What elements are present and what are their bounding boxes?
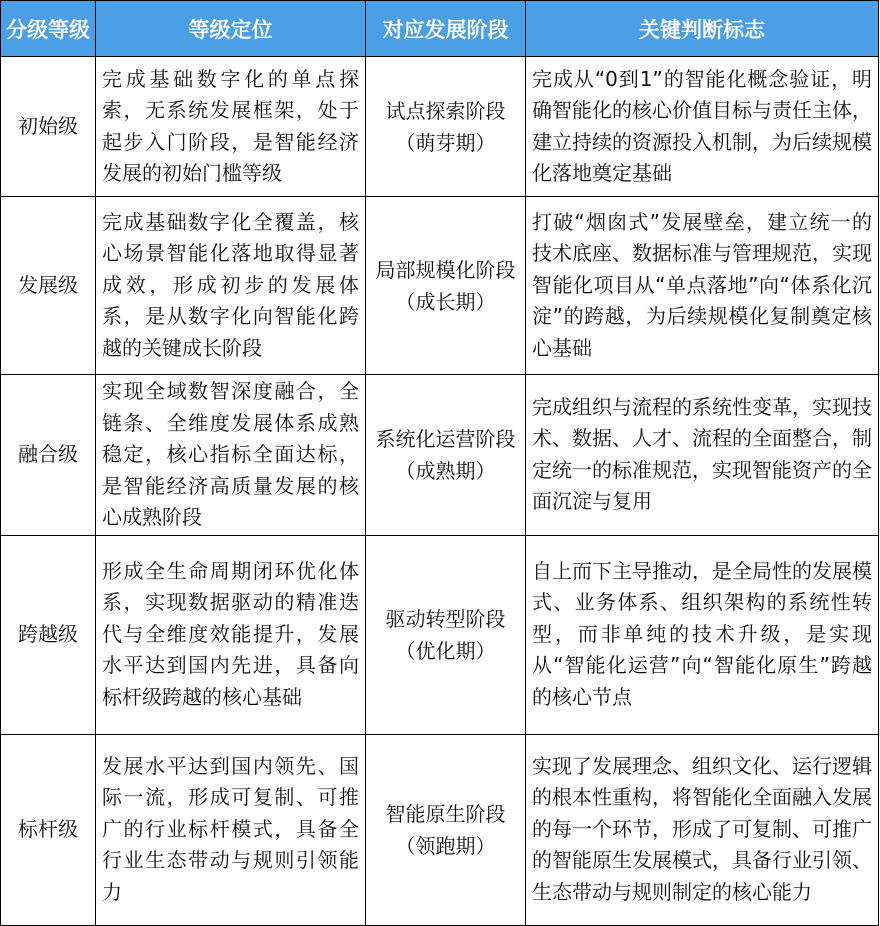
indicator-cell: 自上而下主导推动，是全局性的发展模式、业务体系、组织架构的系统性转型，而非单纯的技术升级，是实现从“智能化运营”向“智能化原生”跨越的核心节点 [526,535,879,734]
stage-cell [366,57,526,197]
stage-cell [366,375,526,536]
indicator-cell: 完成组织与流程的系统性变革，实现技术、数据、人才、流程的全面整合，制定统一的标准规范，实现智能资产的全面沉淀与复用 [526,375,879,536]
stage-period: （成长期） [395,289,496,314]
stage-period: （萌芽期） [395,130,496,155]
positioning-cell: 发展水平达到国内领先、国际一流，形成可复制、可推广的行业标杆模式，具备全行业生态带动与规则引领能力 [96,734,366,925]
level-cell: 标杆级 [1,734,96,925]
header-positioning: 等级定位 [96,1,366,57]
header-indicator: 关键判断标志 [526,1,879,57]
stage-cell [366,197,526,375]
table-header-row [1,1,879,57]
stage-name: 驱动转型阶段 [385,606,506,631]
indicator-cell: 完成从“0到1”的智能化概念验证，明确智能化的核心价值目标与责任主体，建立持续的资源投入机制，为后续规模化落地奠定基础 [526,57,879,197]
table-row [1,57,879,197]
indicator-cell: 实现了发展理念、组织文化、运行逻辑的根本性重构，将智能化全面融入发展的每一个环节，形成了可复制、可推广的智能原生发展模式，具备行业引领、生态带动与规则制定的核心能力 [526,734,879,925]
table-row [1,535,879,734]
positioning-cell: 完成基础数字化的单点探索，无系统发展框架，处于起步入门阶段，是智能经济发展的初始门槛等级 [96,57,366,197]
table-row [1,197,879,375]
stage-cell [366,734,526,925]
stage-cell [366,535,526,734]
positioning-cell: 实现全域数智深度融合，全链条、全维度发展体系成熟稳定，核心指标全面达标，是智能经济高质量发展的核心成熟阶段 [96,375,366,536]
positioning-cell: 完成基础数字化全覆盖，核心场景智能化落地取得显著成效，形成初步的发展体系，是从数字化向智能化跨越的关键成长阶段 [96,197,366,375]
indicator-cell: 打破“烟囱式”发展壁垒，建立统一的技术底座、数据标准与管理规范，实现智能化项目从“单点落地”向“体系化沉淀”的跨越，为后续规模化复制奠定核心基础 [526,197,879,375]
level-cell: 跨越级 [1,535,96,734]
stage-name: 局部规模化阶段 [375,257,516,282]
stage-period: （领跑期） [395,833,496,858]
stage-period: （成熟期） [395,458,496,483]
level-cell: 融合级 [1,375,96,536]
header-level: 分级等级 [1,1,96,57]
stage-name: 试点探索阶段 [385,98,506,123]
stage-period: （优化期） [395,638,496,663]
table-row [1,375,879,536]
header-stage: 对应发展阶段 [366,1,526,57]
stage-name: 系统化运营阶段 [375,426,516,451]
positioning-cell: 形成全生命周期闭环优化体系，实现数据驱动的精准迭代与全维度效能提升，发展水平达到国内先进，具备向标杆级跨越的核心基础 [96,535,366,734]
table-row [1,734,879,925]
level-cell: 发展级 [1,197,96,375]
level-cell: 初始级 [1,57,96,197]
stage-name: 智能原生阶段 [385,801,506,826]
